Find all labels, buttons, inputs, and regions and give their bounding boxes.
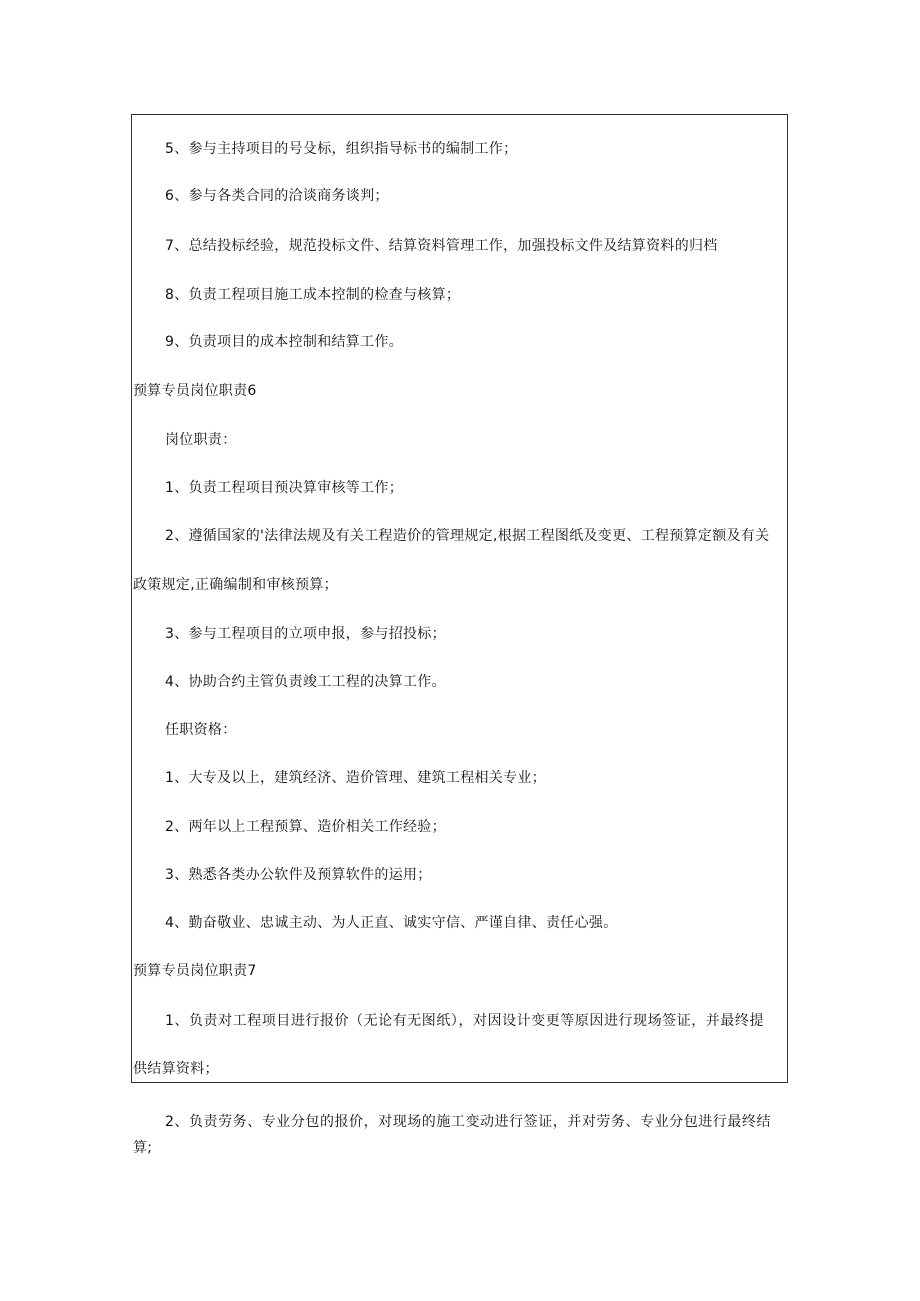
duty-item-6: 6、参与各类合同的洽谈商务谈判；: [165, 188, 389, 204]
section-6-qualification-3: 3、熟悉各类办公软件及预算软件的运用；: [165, 867, 432, 883]
section-6-duty-2: 2、遵循国家的'法律法规及有关工程造价的管理规定,根据工程图纸及变更、工程预算定额及有关: [165, 528, 770, 544]
duty-item-7: 7、总结投标经验，规范投标文件、结算资料管理工作，加强投标文件及结算资料的归档: [165, 238, 718, 254]
duty-item-8: 8、负责工程项目施工成本控制的检查与核算；: [165, 287, 461, 303]
duty-item-5: 5、参与主持项目的号殳标，组织指导标书的编制工作；: [165, 141, 518, 157]
section-6-title: 预算专员岗位职责6: [133, 383, 257, 399]
section-6-duty-4: 4、协助合约主管负责竣工工程的决算工作。: [165, 674, 446, 690]
section-6-qualification-2: 2、两年以上工程预算、造价相关工作经验；: [165, 819, 446, 835]
section-7-item-1: 1、负责对工程项目进行报价（无论有无图纸），对因设计变更等原因进行现场签证，并最终提: [165, 1013, 765, 1029]
section-7-item-1-cont: 供结算资料；: [133, 1061, 219, 1077]
section-6-qualification-1: 1、大专及以上，建筑经济、造价管理、建筑工程相关专业；: [165, 770, 547, 786]
section-6-qualification-4: 4、勤奋敬业、忠诚主动、为人正直、诚实守信、严谨自律、责任心强。: [165, 915, 618, 931]
section-6-duties-label: 岗位职责：: [165, 432, 237, 448]
duty-item-9: 9、负责项目的成本控制和结算工作。: [165, 334, 404, 350]
section-6-duty-2-cont: 政策规定,正确编制和审核预算；: [133, 577, 338, 593]
document-frame: [131, 114, 788, 1083]
section-6-duty-1: 1、负责工程项目预决算审核等工作；: [165, 480, 404, 496]
section-6-qualifications-label: 任职资格：: [165, 722, 237, 738]
section-6-duty-3: 3、参与工程项目的立项申报，参与招投标；: [165, 626, 446, 642]
section-7-title: 预算专员岗位职责7: [133, 963, 257, 979]
section-7-item-2-cont: 算;: [133, 1140, 153, 1156]
section-7-item-2: 2、负责劳务、专业分包的报价，对现场的施工变动进行签证，并对劳务、专业分包进行最终结: [165, 1114, 772, 1130]
